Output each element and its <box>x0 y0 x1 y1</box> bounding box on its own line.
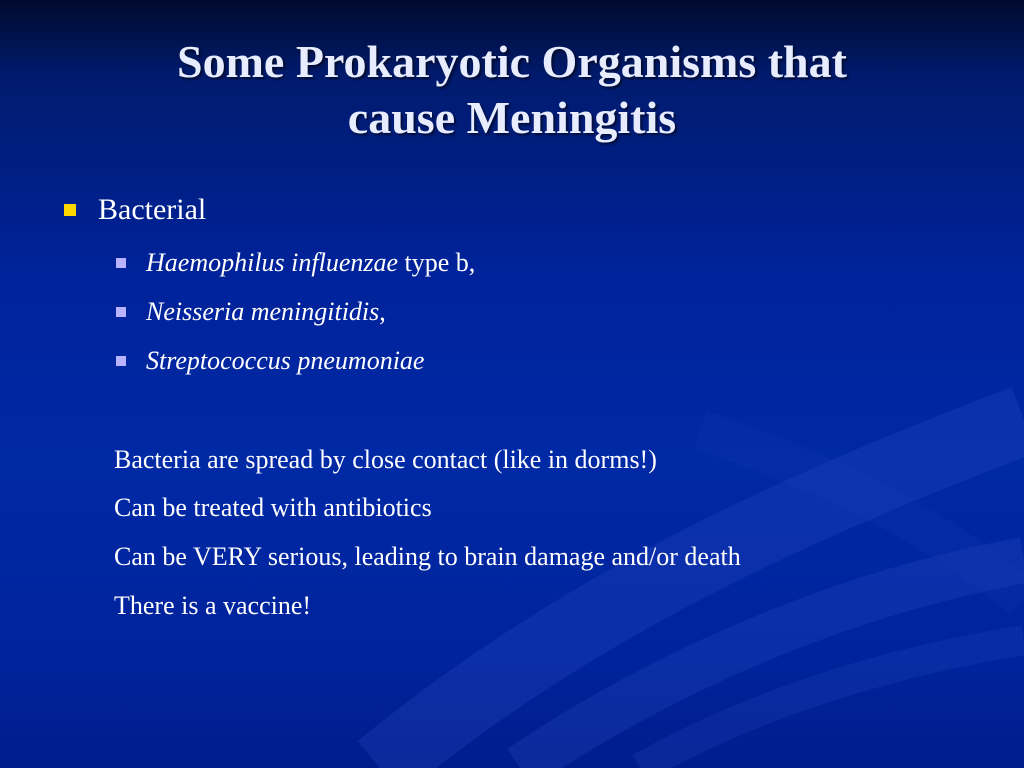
info-line-vaccine: There is a vaccine! <box>114 591 312 620</box>
species-suffix: type b, <box>398 248 476 277</box>
slide-title-line-1: Some Prokaryotic Organisms that <box>177 36 847 87</box>
species-name: Haemophilus influenzae <box>146 248 399 277</box>
slide-title <box>60 34 964 146</box>
slide-title-line-2: cause Meningitis <box>347 92 677 143</box>
square-bullet-icon <box>116 258 126 268</box>
info-line-spread: Bacteria are spread by close contact (like in dorms!) <box>114 445 657 474</box>
sub-bullet-neisseria <box>116 295 386 329</box>
info-line-treatment: Can be treated with antibiotics <box>114 493 432 522</box>
info-line-severity: Can be VERY serious, leading to brain damage and/or death <box>114 542 741 571</box>
species-suffix: , <box>379 297 386 326</box>
bullet-text: Bacterial <box>98 193 207 226</box>
sub-bullet-streptococcus <box>116 344 424 378</box>
square-bullet-icon <box>116 356 126 366</box>
square-bullet-icon <box>64 204 76 216</box>
species-name: Streptococcus pneumoniae <box>146 346 425 375</box>
sub-bullet-haemophilus <box>116 246 475 280</box>
bullet-bacterial <box>64 190 206 230</box>
square-bullet-icon <box>116 307 126 317</box>
species-name: Neisseria meningitidis <box>146 297 380 326</box>
